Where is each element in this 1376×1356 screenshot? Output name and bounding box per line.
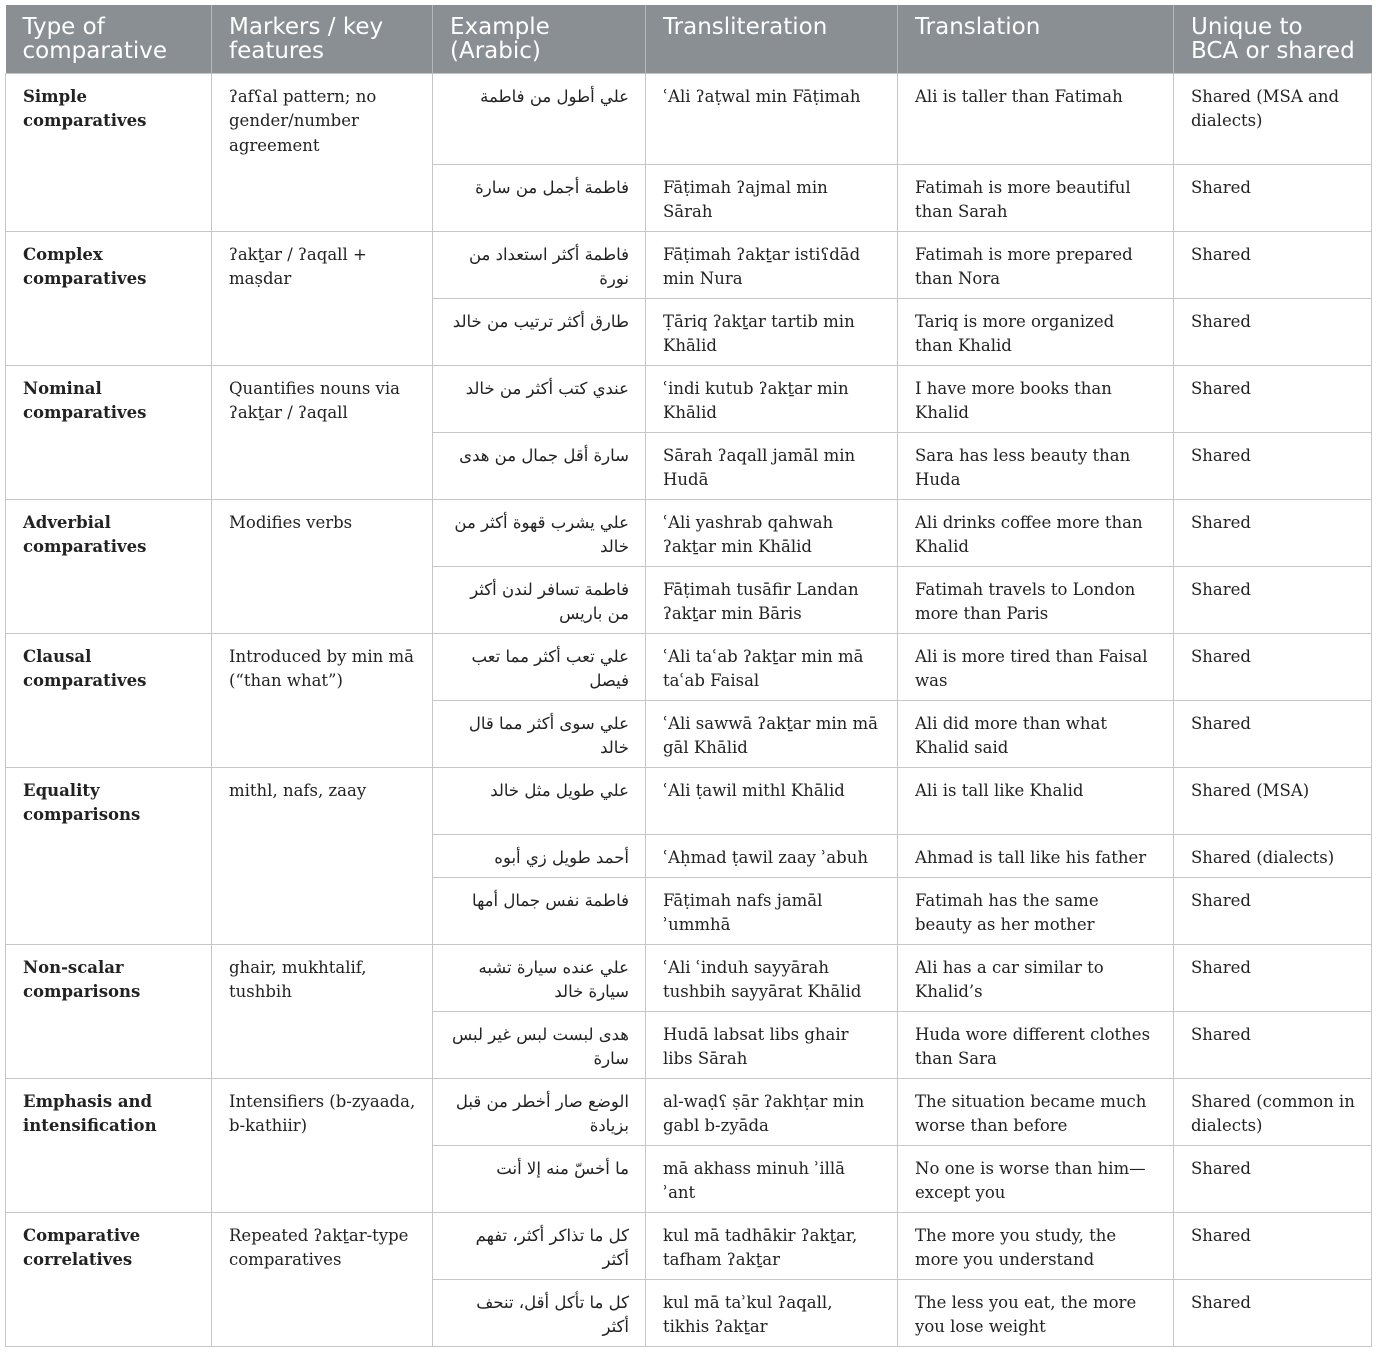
table-row	[6, 73, 1372, 164]
transliteration-cell: Sārah ʔaqall jamāl min Hudā	[646, 432, 898, 499]
arabic-example-cell: كل ما تذاكر أكثر، تفهم أكثر	[433, 1212, 646, 1279]
translation-cell: No one is worse than him—except you	[898, 1145, 1174, 1212]
transliteration-cell: al-waḍʕ ṣār ʔakhṭar min gabl b-zyāda	[646, 1078, 898, 1145]
arabic-example-cell: أحمد طويل زي أبوه	[433, 834, 646, 877]
translation-cell: I have more books than Khalid	[898, 365, 1174, 432]
arabic-example-cell: علي تعب أكثر مما تعب فيصل	[433, 633, 646, 700]
markers-cell: Quantifies nouns via ʔakṯar / ʔaqall	[212, 365, 433, 499]
translation-cell: Ali did more than what Khalid said	[898, 700, 1174, 767]
translation-cell: The more you study, the more you understand	[898, 1212, 1174, 1279]
transliteration-cell: kul mā taʾkul ʔaqall, tikhis ʔakṯar	[646, 1279, 898, 1346]
table-row	[6, 231, 1372, 298]
transliteration-cell: Fāṭimah tusāfir Landan ʔakṯar min Bāris	[646, 566, 898, 633]
arabic-example-cell: علي طويل مثل خالد	[433, 767, 646, 834]
translation-cell: Ali is taller than Fatimah	[898, 73, 1174, 164]
markers-cell: mithl, nafs, zaay	[212, 767, 433, 944]
arabic-example-cell: فاطمة أكثر استعداد من نورة	[433, 231, 646, 298]
markers-cell: ʔafʕal pattern; no gender/number agreement	[212, 73, 433, 231]
header-type: Type of comparative	[6, 5, 212, 73]
arabic-example-cell: ما أخسّ منه إلا أنت	[433, 1145, 646, 1212]
arabic-example-cell: الوضع صار أخطر من قبل بزيادة	[433, 1078, 646, 1145]
transliteration-cell: ʿAli ʿinduh sayyārah tushbih sayyārat Khālid	[646, 944, 898, 1011]
transliteration-cell: ʿAli yashrab qahwah ʔakṯar min Khālid	[646, 499, 898, 566]
comparative-type-cell: Clausal comparatives	[6, 633, 212, 767]
shared-status-cell: Shared (MSA and dialects)	[1174, 73, 1372, 164]
transliteration-cell: Fāṭimah nafs jamāl ʾummhā	[646, 877, 898, 944]
transliteration-cell: Hudā labsat libs ghair libs Sārah	[646, 1011, 898, 1078]
comparative-type-cell: Comparative correlatives	[6, 1212, 212, 1346]
transliteration-cell: ʿAli sawwā ʔakṯar min mā gāl Khālid	[646, 700, 898, 767]
shared-status-cell: Shared	[1174, 944, 1372, 1011]
shared-status-cell: Shared	[1174, 499, 1372, 566]
shared-status-cell: Shared	[1174, 566, 1372, 633]
shared-status-cell: Shared	[1174, 1145, 1372, 1212]
transliteration-cell: ʿAli ṭawil mithl Khālid	[646, 767, 898, 834]
translation-cell: Ali has a car similar to Khalid’s	[898, 944, 1174, 1011]
header-row	[6, 5, 1372, 73]
comparative-type-cell: Adverbial comparatives	[6, 499, 212, 633]
shared-status-cell: Shared	[1174, 1011, 1372, 1078]
shared-status-cell: Shared	[1174, 432, 1372, 499]
table-row	[6, 1078, 1372, 1145]
comparative-type-cell: Complex comparatives	[6, 231, 212, 365]
shared-status-cell: Shared	[1174, 231, 1372, 298]
markers-cell: Intensifiers (b-zyaada, b-kathiir)	[212, 1078, 433, 1212]
arabic-example-cell: فاطمة تسافر لندن أكثر من باريس	[433, 566, 646, 633]
header-transliteration: Transliteration	[646, 5, 898, 73]
translation-cell: Ali drinks coffee more than Khalid	[898, 499, 1174, 566]
comparative-type-cell: Non-scalar comparisons	[6, 944, 212, 1078]
arabic-example-cell: علي أطول من فاطمة	[433, 73, 646, 164]
transliteration-cell: Ṭāriq ʔakṯar tartib min Khālid	[646, 298, 898, 365]
translation-cell: Tariq is more organized than Khalid	[898, 298, 1174, 365]
table-body	[6, 73, 1372, 1346]
arabic-example-cell: كل ما تأكل أقل، تنحف أكثر	[433, 1279, 646, 1346]
arabic-example-cell: علي عنده سيارة تشبه سيارة خالد	[433, 944, 646, 1011]
shared-status-cell: Shared (dialects)	[1174, 834, 1372, 877]
shared-status-cell: Shared	[1174, 1279, 1372, 1346]
header-unique-or-shared: Unique to BCA or shared	[1174, 5, 1372, 73]
arabic-example-cell: علي يشرب قهوة أكثر من خالد	[433, 499, 646, 566]
translation-cell: Fatimah has the same beauty as her mother	[898, 877, 1174, 944]
shared-status-cell: Shared	[1174, 298, 1372, 365]
transliteration-cell: ʿAli ʔaṭwal min Fāṭimah	[646, 73, 898, 164]
transliteration-cell: ʿAḥmad ṭawil zaay ʾabuh	[646, 834, 898, 877]
header-markers: Markers / key features	[212, 5, 433, 73]
comparatives-table	[5, 5, 1372, 1347]
translation-cell: Fatimah is more prepared than Nora	[898, 231, 1174, 298]
translation-cell: Fatimah travels to London more than Paris	[898, 566, 1174, 633]
comparative-type-cell: Simple comparatives	[6, 73, 212, 231]
transliteration-cell: Fāṭimah ʔakṯar istiʕdād min Nura	[646, 231, 898, 298]
transliteration-cell: kul mā tadhākir ʔakṯar, tafham ʔakṯar	[646, 1212, 898, 1279]
transliteration-cell: mā akhass minuh ʾillā ʾant	[646, 1145, 898, 1212]
shared-status-cell: Shared	[1174, 365, 1372, 432]
shared-status-cell: Shared	[1174, 877, 1372, 944]
table-row	[6, 1212, 1372, 1279]
translation-cell: The less you eat, the more you lose weight	[898, 1279, 1174, 1346]
shared-status-cell: Shared	[1174, 633, 1372, 700]
markers-cell: ʔakṯar / ʔaqall + maṣdar	[212, 231, 433, 365]
arabic-example-cell: سارة أقل جمال من هدى	[433, 432, 646, 499]
table-row	[6, 633, 1372, 700]
translation-cell: Ali is more tired than Faisal was	[898, 633, 1174, 700]
markers-cell: Repeated ʔakṯar-type comparatives	[212, 1212, 433, 1346]
transliteration-cell: ʿAli taʿab ʔakṯar min mā taʿab Faisal	[646, 633, 898, 700]
shared-status-cell: Shared (common in dialects)	[1174, 1078, 1372, 1145]
markers-cell: ghair, mukhtalif, tushbih	[212, 944, 433, 1078]
arabic-example-cell: هدى لبست لبس غير لبس سارة	[433, 1011, 646, 1078]
comparative-type-cell: Equality comparisons	[6, 767, 212, 944]
shared-status-cell: Shared	[1174, 1212, 1372, 1279]
arabic-example-cell: طارق أكثر ترتيب من خالد	[433, 298, 646, 365]
header-translation: Translation	[898, 5, 1174, 73]
arabic-example-cell: علي سوى أكثر مما قال خالد	[433, 700, 646, 767]
table-row	[6, 499, 1372, 566]
translation-cell: Huda wore different clothes than Sara	[898, 1011, 1174, 1078]
arabic-example-cell: عندي كتب أكثر من خالد	[433, 365, 646, 432]
transliteration-cell: Fāṭimah ʔajmal min Sārah	[646, 164, 898, 231]
translation-cell: The situation became much worse than before	[898, 1078, 1174, 1145]
translation-cell: Ahmad is tall like his father	[898, 834, 1174, 877]
arabic-example-cell: فاطمة أجمل من سارة	[433, 164, 646, 231]
translation-cell: Sara has less beauty than Huda	[898, 432, 1174, 499]
table-row	[6, 767, 1372, 834]
arabic-example-cell: فاطمة نفس جمال أمها	[433, 877, 646, 944]
transliteration-cell: ʿindi kutub ʔakṯar min Khālid	[646, 365, 898, 432]
shared-status-cell: Shared	[1174, 164, 1372, 231]
table-row	[6, 365, 1372, 432]
shared-status-cell: Shared	[1174, 700, 1372, 767]
markers-cell: Introduced by min mā (“than what”)	[212, 633, 433, 767]
header-example-arabic: Example (Arabic)	[433, 5, 646, 73]
translation-cell: Fatimah is more beautiful than Sarah	[898, 164, 1174, 231]
comparative-type-cell: Emphasis and intensification	[6, 1078, 212, 1212]
markers-cell: Modifies verbs	[212, 499, 433, 633]
comparative-type-cell: Nominal comparatives	[6, 365, 212, 499]
translation-cell: Ali is tall like Khalid	[898, 767, 1174, 834]
table-row	[6, 944, 1372, 1011]
shared-status-cell: Shared (MSA)	[1174, 767, 1372, 834]
